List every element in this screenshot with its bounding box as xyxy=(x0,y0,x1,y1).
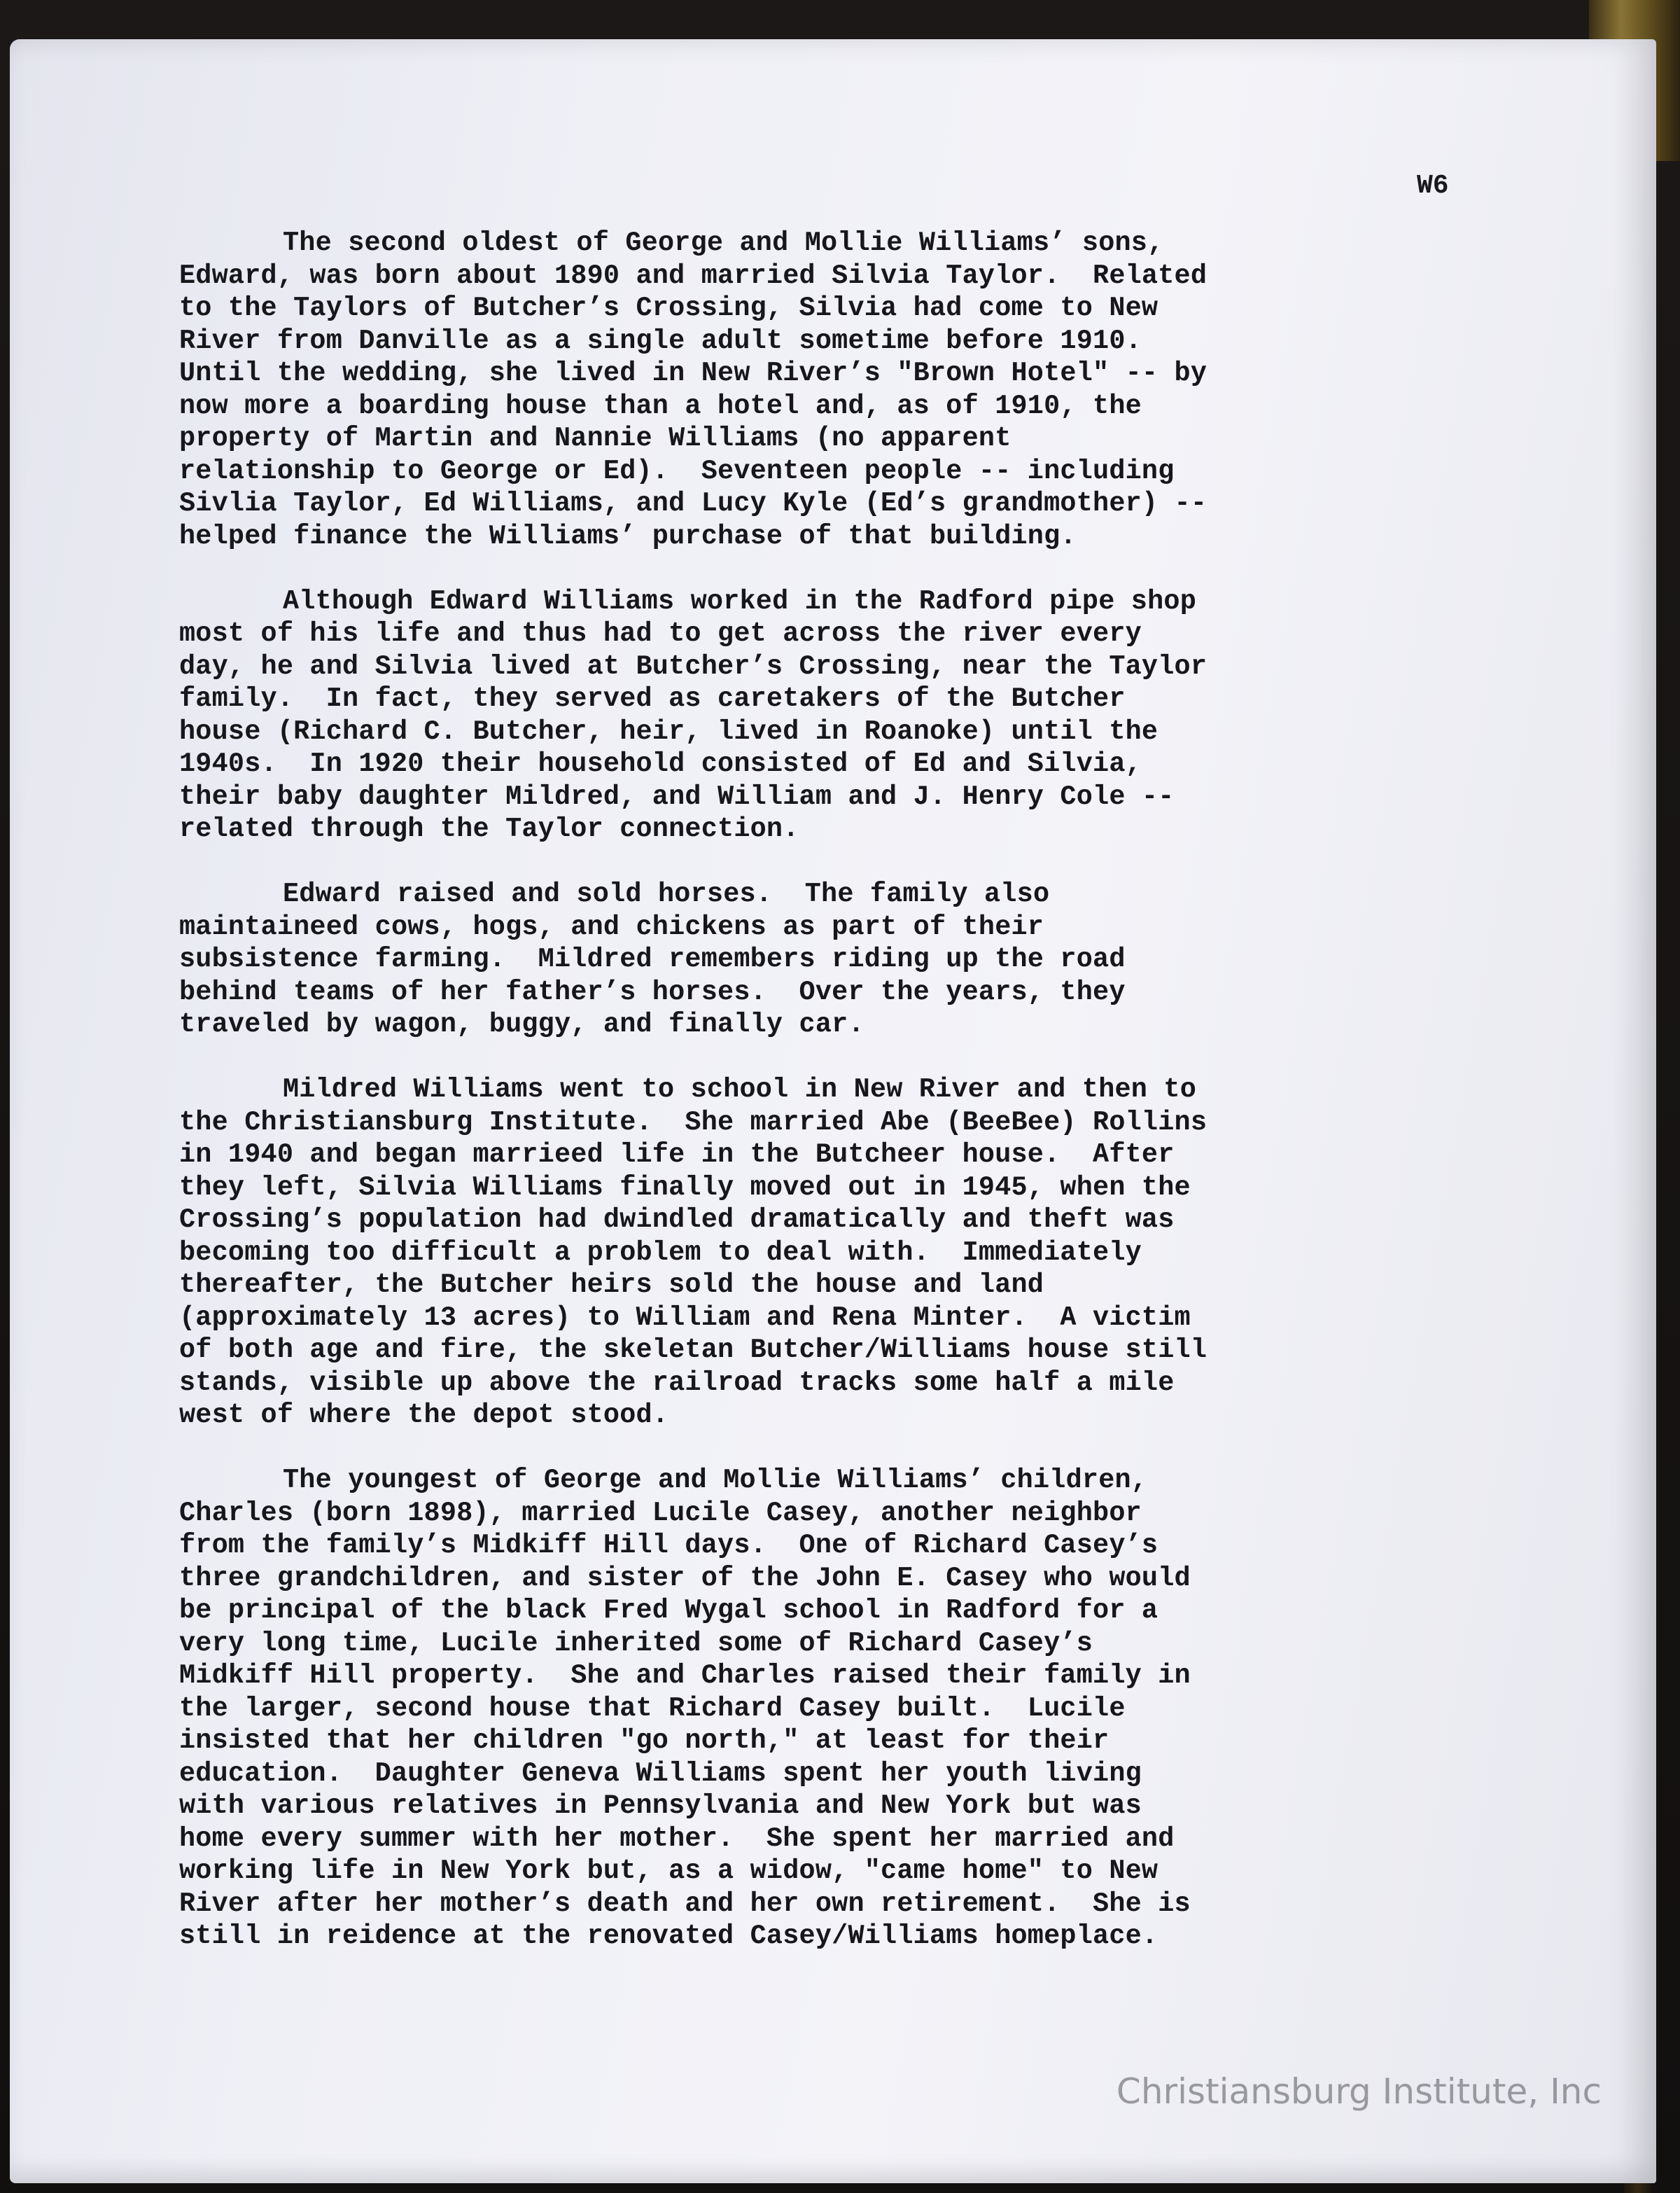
text-line: relationship to George or Ed). Seventeen people -- including xyxy=(179,455,1175,487)
paragraph-edward-marriage xyxy=(179,227,1481,552)
text-line: River from Danville as a single adult sometime before 1910. xyxy=(179,325,1142,356)
text-line: education. Daughter Geneva Williams spent her youth living xyxy=(179,1757,1142,1789)
text-line: thereafter, the Butcher heirs sold the house and land xyxy=(179,1269,1044,1300)
text-line: still in reidence at the renovated Casey/Williams homeplace. xyxy=(179,1921,1158,1951)
text-line: Sivlia Taylor, Ed Williams, and Lucy Kyle (Ed’s grandmother) -- xyxy=(179,488,1208,519)
text-line: Charles (born 1898), married Lucile Casey, another neighbor xyxy=(179,1497,1142,1529)
text-line: traveled by wagon, buggy, and finally car. xyxy=(179,1009,864,1040)
text-line: now more a boarding house than a hotel and, as of 1910, the xyxy=(179,390,1142,422)
paragraph-butchers-crossing xyxy=(179,585,1481,846)
text-line: Crossing’s population had dwindled dramatically and theft was xyxy=(179,1204,1175,1235)
text-line: home every summer with her mother. She spent her married and xyxy=(179,1823,1175,1854)
text-line: maintaineed cows, hogs, and chickens as part of their xyxy=(179,911,1044,942)
text-line: three grandchildren, and sister of the John E. Casey who would xyxy=(179,1562,1191,1594)
watermark-text: Christiansburg Institute, Inc xyxy=(1116,2071,1602,2112)
text-line: The youngest of George and Mollie Williams’ children, xyxy=(283,1465,1148,1496)
text-line: family. In fact, they served as caretakers of the Butcher xyxy=(179,683,1126,714)
text-line: becoming too difficult a problem to deal with. Immediately xyxy=(179,1237,1142,1268)
text-line: 1940s. In 1920 their household consisted of Ed and Silvia, xyxy=(179,749,1142,779)
text-line: house (Richard C. Butcher, heir, lived in Roanoke) until the xyxy=(179,716,1158,747)
text-line: (approximately 13 acres) to William and Rena Minter. A victim xyxy=(179,1302,1191,1333)
text-line: subsistence farming. Mildred remembers riding up the road xyxy=(179,944,1126,975)
text-line: helped finance the Williams’ purchase of that building. xyxy=(179,520,1077,552)
text-line: behind teams of her father’s horses. Over the years, they xyxy=(179,976,1126,1008)
text-line: west of where the depot stood. xyxy=(179,1400,669,1430)
text-line: their baby daughter Mildred, and William and J. Henry Cole -- xyxy=(179,781,1175,812)
text-line: Mildred Williams went to school in New River and then to xyxy=(283,1074,1197,1105)
text-line: Edward, was born about 1890 and married Silvia Taylor. Related xyxy=(179,260,1208,291)
text-line: day, he and Silvia lived at Butcher’s Crossing, near the Taylor xyxy=(179,650,1208,682)
text-line: the Christiansburg Institute. She married Abe (BeeBee) Rollins xyxy=(179,1106,1208,1138)
text-line: be principal of the black Fred Wygal school in Radford for a xyxy=(179,1595,1158,1626)
text-line: stands, visible up above the railroad tracks some half a mile xyxy=(179,1367,1175,1398)
paragraph-mildred xyxy=(179,1073,1481,1432)
text-line: most of his life and thus had to get across the river every xyxy=(179,618,1142,649)
text-line: from the family’s Midkiff Hill days. One of Richard Casey’s xyxy=(179,1530,1158,1561)
text-line: of both age and fire, the skeletan Butcher/Williams house still xyxy=(179,1335,1208,1365)
text-line: very long time, Lucile inherited some of Richard Casey’s xyxy=(179,1627,1093,1659)
text-line: they left, Silvia Williams finally moved out in 1945, when the xyxy=(179,1171,1191,1203)
page-number: W6 xyxy=(1417,171,1449,201)
paragraph-horses xyxy=(179,878,1481,1041)
text-line: Until the wedding, she lived in New River’s "Brown Hotel" -- by xyxy=(179,358,1208,389)
document-body xyxy=(179,227,1481,1985)
text-line: in 1940 and began marrieed life in the Butcheer house. After xyxy=(179,1139,1175,1170)
text-line: Edward raised and sold horses. The family also xyxy=(283,879,1050,910)
text-line: property of Martin and Nannie Williams (no apparent xyxy=(179,423,1011,454)
text-line: related through the Taylor connection. xyxy=(179,814,799,844)
text-line: River after her mother’s death and her own retirement. She is xyxy=(179,1888,1191,1919)
text-line: Midkiff Hill property. She and Charles raised their family in xyxy=(179,1660,1191,1691)
text-line: Although Edward Williams worked in the Radford pipe shop xyxy=(283,585,1197,617)
text-line: insisted that her children "go north," at least for their xyxy=(179,1725,1110,1756)
text-line: working life in New York but, as a widow, "came home" to New xyxy=(179,1856,1158,1886)
text-line: to the Taylors of Butcher’s Crossing, Silvia had come to New xyxy=(179,293,1158,323)
text-line: with various relatives in Pennsylvania and New York but was xyxy=(179,1790,1142,1821)
text-line: The second oldest of George and Mollie Williams’ sons, xyxy=(283,228,1164,258)
text-line: the larger, second house that Richard Casey built. Lucile xyxy=(179,1692,1126,1724)
paragraph-charles xyxy=(179,1464,1481,1953)
